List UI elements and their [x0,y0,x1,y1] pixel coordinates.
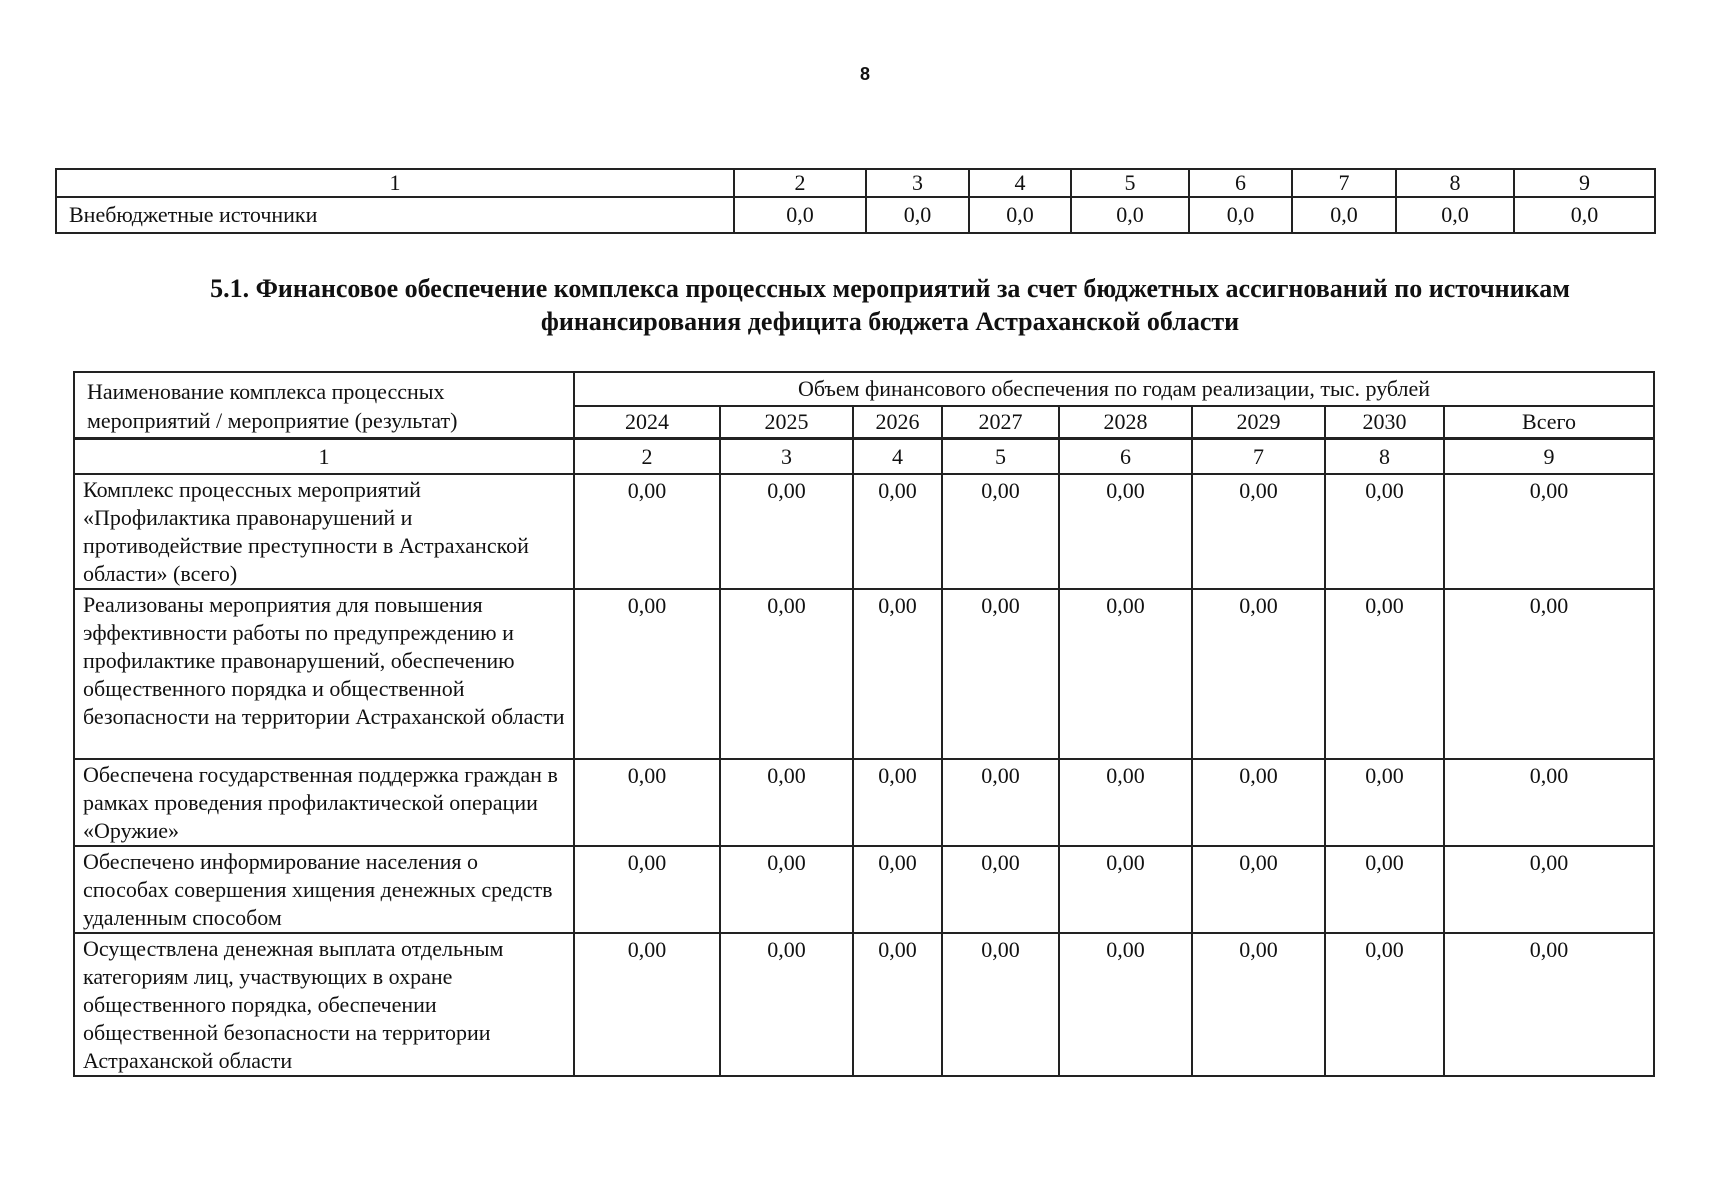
column-number: 5 [1071,169,1189,197]
table-row [74,759,1654,846]
table-row [74,474,1654,589]
table-row [74,589,1654,759]
table-cell: 0,00 [1059,933,1192,1076]
table-cell: 0,00 [574,589,720,759]
year-header: 2029 [1192,406,1325,439]
table-row [74,846,1654,933]
table-cell: 0,00 [1192,933,1325,1076]
column-number: 2 [734,169,866,197]
table-cell: 0,00 [1192,589,1325,759]
table-cell: 0,00 [1444,474,1654,589]
table-row [74,933,1654,1076]
table-cell: 0,00 [1444,846,1654,933]
table-cell: 0,00 [942,846,1059,933]
table-cell: 0,00 [1192,759,1325,846]
table-cell: 0,00 [1325,589,1444,759]
column-number-row [56,169,1655,197]
table-cell: 0,0 [1071,197,1189,233]
table-cell: 0,00 [942,759,1059,846]
column-number: 6 [1189,169,1292,197]
table-cell: 0,0 [1189,197,1292,233]
total-header: Всего [1444,406,1654,439]
table-cell: 0,0 [1514,197,1655,233]
table-cell: 0,00 [720,759,853,846]
column-number: 3 [720,439,853,475]
table-cell: 0,00 [574,846,720,933]
column-number: 1 [74,439,574,475]
column-number: 6 [1059,439,1192,475]
table-cell: 0,00 [853,933,942,1076]
table-cell: 0,00 [1059,589,1192,759]
column-number: 9 [1444,439,1654,475]
table-cell: 0,00 [942,474,1059,589]
column-number: 7 [1292,169,1396,197]
year-header: 2025 [720,406,853,439]
column-number: 2 [574,439,720,475]
table-row [56,197,1655,233]
name-column-header: Наименование комплекса процессных мероприятий / мероприятие (результат) [74,372,574,439]
table-cell: 0,0 [866,197,969,233]
page-number: 8 [859,64,870,84]
table-cell: 0,00 [1059,759,1192,846]
table-cell: 0,00 [1059,846,1192,933]
column-number: 7 [1192,439,1325,475]
column-number: 8 [1396,169,1514,197]
table-cell: 0,00 [1192,846,1325,933]
row-name: Обеспечено информирование населения о способах совершения хищения денежных средств удаленным способом [74,846,574,933]
column-number: 1 [56,169,734,197]
column-number-row [74,439,1654,475]
section-heading [150,272,1630,338]
table-cell: 0,00 [1192,474,1325,589]
table-cell: 0,00 [853,759,942,846]
table-cell: 0,00 [1444,589,1654,759]
year-header: 2028 [1059,406,1192,439]
table-cell: 0,00 [853,589,942,759]
volume-column-header: Объем финансового обеспечения по годам реализации, тыс. рублей [574,372,1654,406]
table-cell: 0,00 [853,846,942,933]
row-label: Внебюджетные источники [56,197,734,233]
table-cell: 0,00 [720,933,853,1076]
extrabudgetary-sources-table [55,168,1656,234]
table-cell: 0,00 [1059,474,1192,589]
table-cell: 0,0 [1292,197,1396,233]
year-header: 2024 [574,406,720,439]
table-cell: 0,0 [969,197,1071,233]
table-cell: 0,00 [720,474,853,589]
table-cell: 0,00 [1325,474,1444,589]
table-cell: 0,0 [1396,197,1514,233]
table-cell: 0,00 [574,933,720,1076]
column-number: 4 [969,169,1071,197]
section-heading-line: финансирования дефицита бюджета Астраханской области [540,307,1240,336]
year-header: 2030 [1325,406,1444,439]
table-cell: 0,00 [1444,933,1654,1076]
row-name: Обеспечена государственная поддержка граждан в рамках проведения профилактической операции «Оружие» [74,759,574,846]
column-number: 3 [866,169,969,197]
table-cell: 0,0 [734,197,866,233]
table-cell: 0,00 [574,759,720,846]
table-cell: 0,00 [942,589,1059,759]
year-header: 2027 [942,406,1059,439]
section-heading-line: 5.1. Финансовое обеспечение комплекса процессных мероприятий за счет бюджетных ассигнований по источникам [210,274,1570,303]
column-number: 9 [1514,169,1655,197]
table-cell: 0,00 [853,474,942,589]
year-header: 2026 [853,406,942,439]
row-name: Реализованы мероприятия для повышения эффективности работы по предупреждению и профилактике правонарушений, обеспечению общественного порядка и общественной безопасности на территории Астраханской области [74,589,574,759]
table-cell: 0,00 [1325,933,1444,1076]
table-cell: 0,00 [1444,759,1654,846]
table-cell: 0,00 [574,474,720,589]
table-cell: 0,00 [1325,759,1444,846]
header-row [74,372,1654,406]
column-number: 4 [853,439,942,475]
financing-table [73,371,1655,1077]
table-cell: 0,00 [942,933,1059,1076]
row-name: Комплекс процессных мероприятий «Профилактика правонарушений и противодействие преступности в Астраханской области» (всего) [74,474,574,589]
column-number: 5 [942,439,1059,475]
row-name: Осуществлена денежная выплата отдельным категориям лиц, участвующих в охране общественного порядка, обеспечении общественной безопасности на территории Астраханской области [74,933,574,1076]
column-number: 8 [1325,439,1444,475]
table-cell: 0,00 [720,846,853,933]
table-cell: 0,00 [720,589,853,759]
table-cell: 0,00 [1325,846,1444,933]
